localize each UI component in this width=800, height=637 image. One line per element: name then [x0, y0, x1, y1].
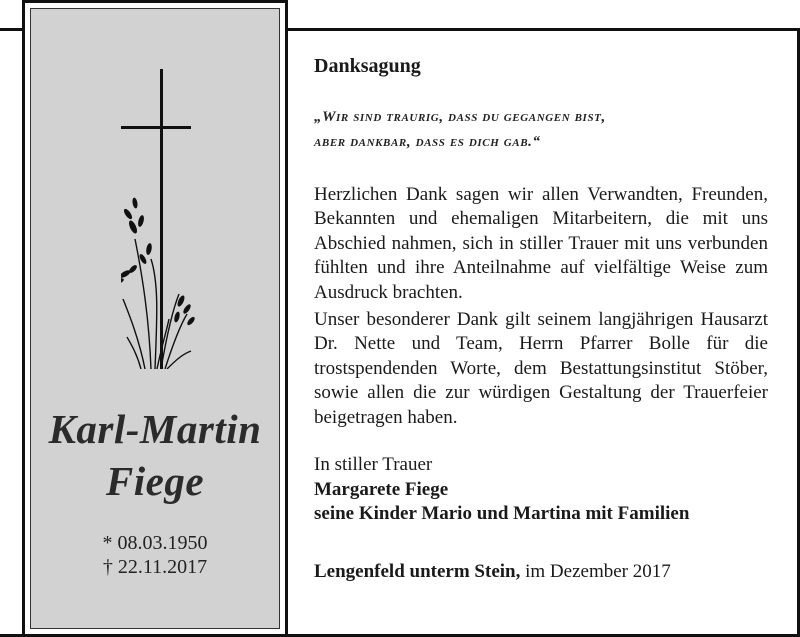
- notice-quote: [314, 105, 768, 155]
- deceased-last-name: Fiege: [105, 458, 205, 504]
- side-panel-background: [30, 8, 280, 629]
- signoff-name-1: Margarete Fiege: [314, 478, 449, 500]
- notice-heading: Danksagung: [314, 55, 421, 77]
- signoff: [314, 453, 768, 527]
- thanks-paragraph-2: Unser besonderer Dank gilt seinem langjährigen Hausarzt Dr. Nette und Team, Herrn Pfarrer Bolle für die trostspendenden Worte, dem Bestattungsinstitut Stöber, sowie allen die zur würdigen Gestaltung der Trauerfeier beigetragen haben.: [314, 309, 768, 428]
- quote-line-2: aber dankbar, dass es dich gab.“: [314, 134, 541, 150]
- cross-with-wheat-icon: [121, 69, 241, 369]
- signoff-name-2: seine Kinder Mario und Martina mit Familien: [314, 503, 690, 524]
- place-name: Lengenfeld unterm Stein,: [314, 561, 521, 582]
- date-text: im Dezember 2017: [520, 561, 671, 582]
- signoff-intro: In stiller Trauer: [314, 454, 433, 475]
- thanks-paragraph-1: Herzlichen Dank sagen wir allen Verwandten, Freunden, Bekannten und ehemaligen Mitarbeitern, die mit uns Abschied nahmen, sich in stiller Trauer mit uns verbunden fühlten und ihre Anteilnahme auf vielfältige Weise zum Ausdruck brachten.: [314, 184, 768, 303]
- death-date: † 22.11.2017: [102, 556, 208, 578]
- birth-date: * 08.03.1950: [102, 532, 208, 554]
- side-panel: [22, 0, 288, 637]
- place-date-line: [314, 561, 671, 583]
- deceased-first-name: Karl-Martin: [48, 406, 262, 452]
- quote-line-1: „Wir sind traurig, dass du gegangen bist,: [314, 109, 606, 125]
